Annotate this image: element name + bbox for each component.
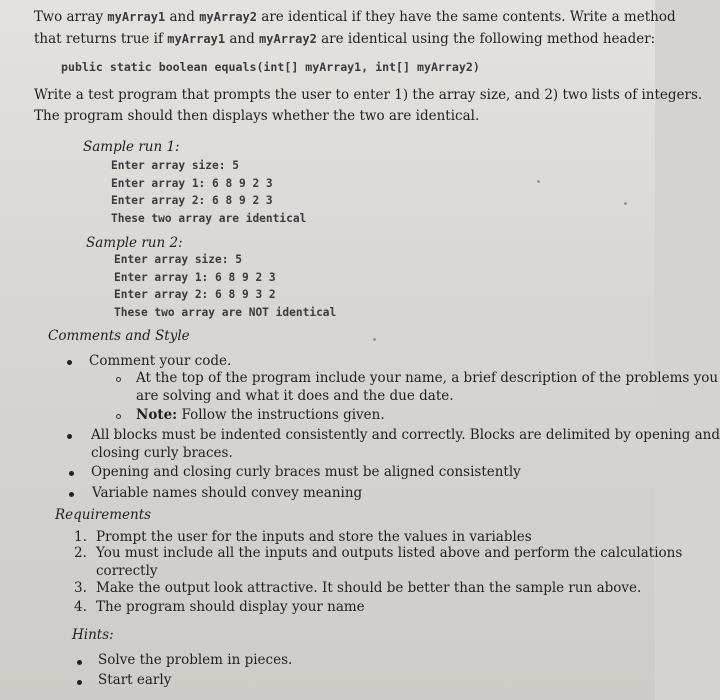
sample-run-2-line: These two array are NOT identical bbox=[114, 306, 337, 319]
sample-run-2-title: Sample run 2: bbox=[86, 235, 183, 251]
method-header-code: public static boolean equals(int[] myArray1, int[] myArray2) bbox=[61, 60, 480, 74]
page-smudge bbox=[537, 180, 540, 183]
sample-run-2-line: Enter array size: 5 bbox=[114, 253, 242, 266]
requirement-item: 4. The program should display your name bbox=[74, 599, 365, 615]
sample-run-2-line: Enter array 1: 6 8 9 2 3 bbox=[114, 271, 276, 284]
hint-item: Start early bbox=[98, 672, 172, 688]
requirements-heading: Requirements bbox=[55, 507, 152, 523]
sample-run-1-line: These two array are identical bbox=[111, 212, 307, 225]
requirement-item-continuation: correctly bbox=[96, 563, 158, 579]
bullet-icon bbox=[69, 492, 74, 497]
comments-style-heading: Comments and Style bbox=[48, 328, 190, 344]
requirement-item: 3. Make the output look attractive. It should be better than the sample run above. bbox=[74, 580, 642, 596]
comments-sub-1-line-2: are solving and what it does and the due date. bbox=[136, 388, 454, 404]
comments-sub-1-line-1: At the top of the program include your name, a brief description of the problems you bbox=[136, 370, 719, 386]
comments-item-2-line-1: All blocks must be indented consistently and correctly. Blocks are delimited by opening and bbox=[91, 427, 720, 443]
sample-run-2-line: Enter array 2: 6 8 9 3 2 bbox=[114, 288, 276, 301]
circle-bullet-icon bbox=[116, 377, 121, 382]
comments-item-1: Comment your code. bbox=[89, 353, 232, 369]
bullet-icon bbox=[67, 360, 72, 365]
page-smudge bbox=[624, 202, 627, 205]
comments-item-2-line-2: closing curly braces. bbox=[91, 445, 233, 461]
page-smudge bbox=[373, 338, 376, 341]
requirement-item: 2. You must include all the inputs and outputs listed above and perform the calculations bbox=[74, 545, 683, 561]
bullet-icon bbox=[77, 660, 82, 665]
sample-run-1-line: Enter array 1: 6 8 9 2 3 bbox=[111, 177, 273, 190]
intro-line-1: Two array myArray1 and myArray2 are identical if they have the same contents. Write a method bbox=[34, 9, 676, 25]
sample-run-1-title: Sample run 1: bbox=[83, 139, 180, 155]
requirement-item: 1. Prompt the user for the inputs and store the values in variables bbox=[74, 529, 532, 545]
comments-sub-2: Note: Follow the instructions given. bbox=[136, 407, 385, 423]
intro-line-2: that returns true if myArray1 and myArray2 are identical using the following method header: bbox=[34, 31, 656, 47]
sample-run-1-line: Enter array 2: 6 8 9 2 3 bbox=[111, 194, 273, 207]
comments-item-4: Variable names should convey meaning bbox=[92, 485, 363, 501]
circle-bullet-icon bbox=[116, 414, 121, 419]
hint-item: Solve the problem in pieces. bbox=[98, 652, 293, 668]
bullet-icon bbox=[67, 434, 72, 439]
task-line-1: Write a test program that prompts the user to enter 1) the array size, and 2) two lists of integers. bbox=[34, 87, 703, 103]
bullet-icon bbox=[77, 680, 82, 685]
comments-item-3: Opening and closing curly braces must be aligned consistently bbox=[91, 464, 521, 480]
bullet-icon bbox=[69, 471, 74, 476]
hints-heading: Hints: bbox=[72, 627, 114, 643]
sample-run-1-line: Enter array size: 5 bbox=[111, 159, 239, 172]
task-line-2: The program should then displays whether the two are identical. bbox=[34, 108, 480, 124]
